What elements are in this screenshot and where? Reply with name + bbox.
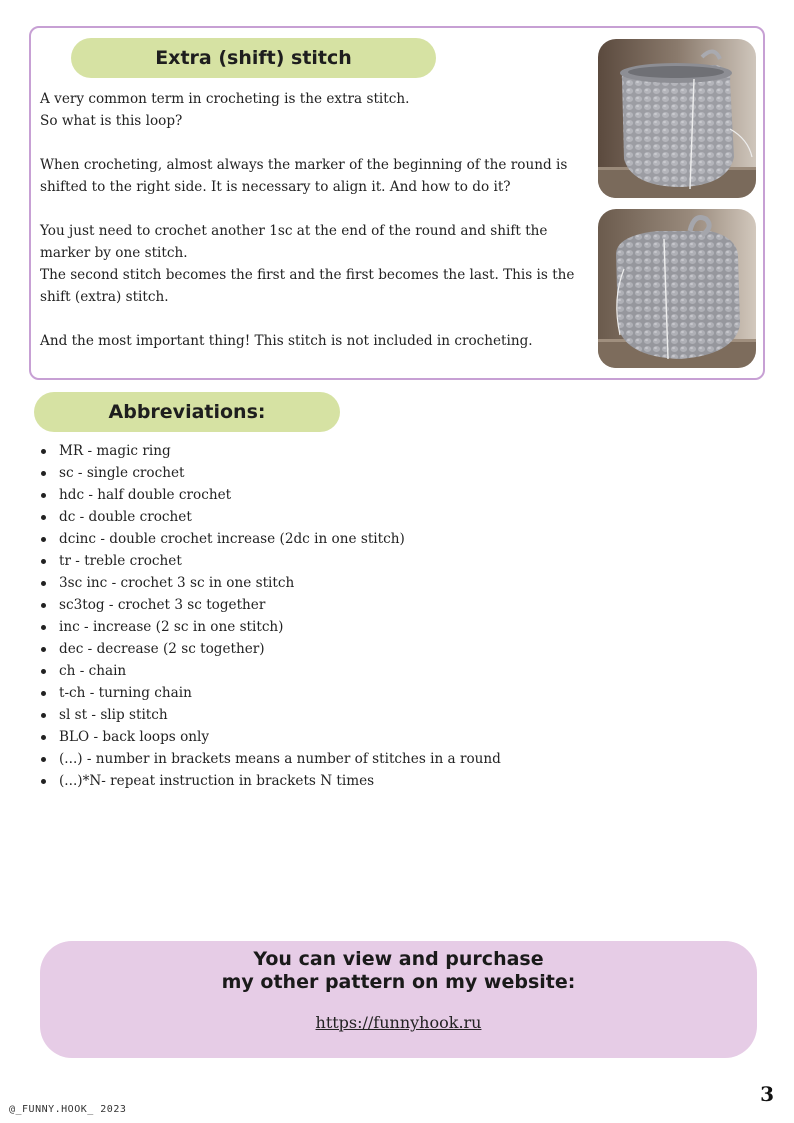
list-item: (...) - number in brackets means a number of stitches in a round [38, 748, 501, 770]
website-promo-box [40, 941, 757, 1058]
text-line: The second stitch becomes the first and the first becomes the last. This is the shift (extra) stitch. [40, 267, 575, 305]
bullet-icon [41, 471, 46, 476]
list-item: 3sc inc - crochet 3 sc in one stitch [38, 572, 501, 594]
bullet-icon [41, 735, 46, 740]
list-item: sc3tog - crochet 3 sc together [38, 594, 501, 616]
bullet-icon [41, 537, 46, 542]
bullet-icon [41, 691, 46, 696]
bullet-icon [41, 493, 46, 498]
text-line: When crocheting, almost always the marker of the beginning of the round is shifted to the right side. It is necessary to align it. And how to do it? [40, 157, 568, 195]
crochet-photo-1 [598, 39, 756, 198]
list-item: dec - decrease (2 sc together) [38, 638, 501, 660]
crochet-cup-image [598, 209, 756, 368]
text-line: So what is this loop? [40, 113, 183, 129]
text-line: You just need to crochet another 1sc at the end of the round and shift the marker by one stitch. [40, 223, 548, 261]
paragraph [40, 154, 592, 198]
list-item: dcinc - double crochet increase (2dc in one stitch) [38, 528, 501, 550]
bullet-icon [41, 449, 46, 454]
promo-link-row [40, 1012, 757, 1034]
bullet-icon [41, 647, 46, 652]
promo-heading-line-2: my other pattern on my website: [221, 971, 576, 993]
list-item: hdc - half double crochet [38, 484, 501, 506]
footer-credit: @_FUNNY.HOOK_ 2023 [9, 1104, 127, 1115]
website-link[interactable]: https://funnyhook.ru [315, 1013, 482, 1032]
list-item: sl st - slip stitch [38, 704, 501, 726]
bullet-icon [41, 515, 46, 520]
abbreviations-title: Abbreviations: [108, 401, 266, 423]
list-item: sc - single crochet [38, 462, 501, 484]
list-item: tr - treble crochet [38, 550, 501, 572]
list-item: (...)*N- repeat instruction in brackets N times [38, 770, 501, 792]
bullet-icon [41, 713, 46, 718]
extra-stitch-heading [71, 38, 436, 78]
list-item: inc - increase (2 sc in one stitch) [38, 616, 501, 638]
abbreviations-heading [34, 392, 340, 432]
text-line: And the most important thing! This stitch is not included in crocheting. [40, 333, 533, 349]
paragraph [40, 220, 592, 308]
bullet-icon [41, 757, 46, 762]
crochet-cup-image [598, 39, 756, 198]
bullet-icon [41, 669, 46, 674]
promo-heading-line-1: You can view and purchase [253, 948, 544, 970]
extra-stitch-body [40, 88, 592, 352]
extra-stitch-title: Extra (shift) stitch [155, 47, 352, 69]
bullet-icon [41, 581, 46, 586]
text-line: A very common term in crocheting is the extra stitch. [40, 91, 410, 107]
bullet-icon [41, 779, 46, 784]
page-number: 3 [760, 1082, 774, 1106]
list-item: t-ch - turning chain [38, 682, 501, 704]
paragraph [40, 330, 592, 352]
list-item: ch - chain [38, 660, 501, 682]
crochet-photo-2 [598, 209, 756, 368]
abbreviations-list [38, 440, 501, 792]
bullet-icon [41, 625, 46, 630]
list-item: dc - double crochet [38, 506, 501, 528]
list-item: MR - magic ring [38, 440, 501, 462]
bullet-icon [41, 559, 46, 564]
list-item: BLO - back loops only [38, 726, 501, 748]
bullet-icon [41, 603, 46, 608]
paragraph [40, 88, 592, 132]
